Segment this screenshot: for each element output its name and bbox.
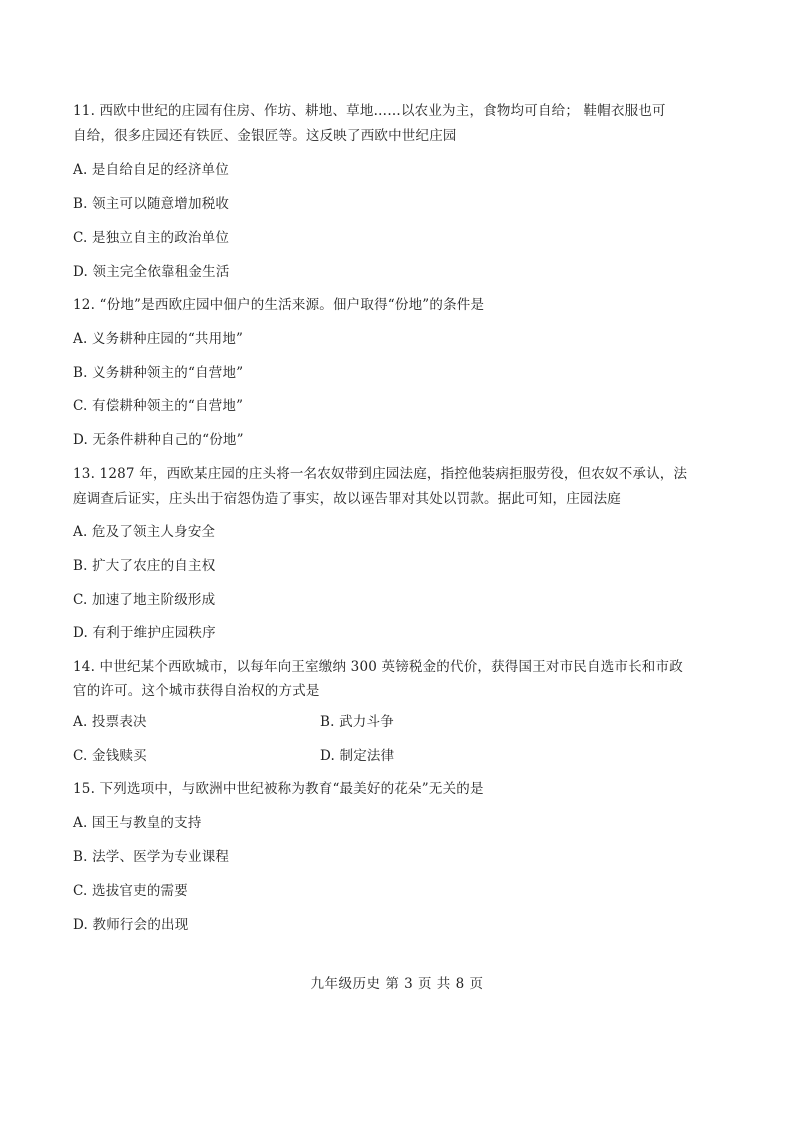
question-13-line-2: 庭调查后证实，庄头出于宿怨伪造了事实，故以诬告罪对其处以罚款。据此可知，庄园法庭 (73, 491, 621, 507)
question-11-line-1: 11. 西欧中世纪的庄园有住房、作坊、耕地、草地……以农业为主，食物均可自给； 鞋帽衣服也可 (73, 103, 666, 119)
question-12-option-b: B. 义务耕种领主的“自营地” (73, 365, 244, 381)
question-15-option-c: C. 选拔官吏的需要 (73, 883, 188, 899)
question-13-option-a: A. 危及了领主人身安全 (73, 524, 216, 540)
question-11-option-d: D. 领主完全依靠租金生活 (73, 264, 230, 280)
question-13-option-d: D. 有利于维护庄园秩序 (73, 625, 216, 641)
question-12-line-1: 12. “份地”是西欧庄园中佃户的生活来源。佃户取得“份地”的条件是 (73, 297, 485, 313)
question-15-option-d: D. 教师行会的出现 (73, 917, 189, 933)
question-13-line-1: 13. 1287 年，西欧某庄园的庄头将一名农奴带到庄园法庭，指控他装病拒服劳役，但农奴不承认，法 (73, 466, 688, 482)
question-15-line-1: 15. 下列选项中，与欧洲中世纪被称为教育“最美好的花朵”无关的是 (73, 781, 484, 797)
question-11-option-a: A. 是自给自足的经济单位 (73, 162, 229, 178)
question-14-option-b: B. 武力斗争 (320, 714, 394, 730)
question-15-option-b: B. 法学、医学为专业课程 (73, 849, 230, 865)
question-14-line-1: 14. 中世纪某个西欧城市，以每年向王室缴纳 300 英镑税金的代价，获得国王对市民自选市长和市政 (73, 659, 683, 675)
question-12-option-d: D. 无条件耕种自己的“份地” (73, 432, 244, 448)
question-14-option-c: C. 金钱赎买 (73, 748, 147, 764)
question-11-option-b: B. 领主可以随意增加税收 (73, 196, 230, 212)
question-14-option-d: D. 制定法律 (320, 748, 395, 764)
question-13-option-b: B. 扩大了农庄的自主权 (73, 558, 216, 574)
question-11-option-c: C. 是独立自主的政治单位 (73, 230, 230, 246)
question-11-line-2: 自给，很多庄园还有铁匠、金银匠等。这反映了西欧中世纪庄园 (73, 128, 457, 144)
page-footer: 九年级历史 第 3 页 共 8 页 (310, 976, 484, 992)
question-14-option-a: A. 投票表决 (73, 714, 147, 730)
question-14-line-2: 官的许可。这个城市获得自治权的方式是 (73, 683, 320, 699)
question-15-option-a: A. 国王与教皇的支持 (73, 815, 202, 831)
question-12-option-a: A. 义务耕种庄园的“共用地” (73, 331, 244, 347)
question-12-option-c: C. 有偿耕种领主的“自营地” (73, 398, 244, 414)
question-13-option-c: C. 加速了地主阶级形成 (73, 592, 216, 608)
